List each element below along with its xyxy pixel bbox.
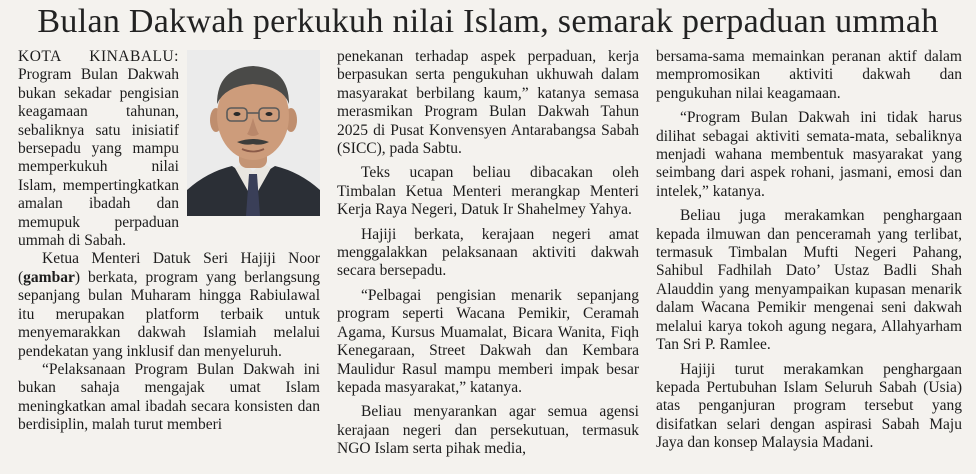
paragraph-10: “Program Bulan Dakwah ini tidak harus dilihat sebagai aktiviti semata-mata, sebaliknya menjadi wahana membentuk masyarakat yang seimbang dari aspek rohani, jasmani, emosi dan intelek,” katanya. [656,109,962,200]
paragraph-3: “Pelaksanaan Program Bulan Dakwah ini bukan sahaja mengajak umat Islam meningkatkan amal ibadah secara konsisten dan berdisiplin, malah turut memberi [18,360,320,434]
paragraph-6: Hajiji berkata, kerajaan negeri amat menggalakkan pelaksanaan aktiviti dakwah secara bersepadu. [337,225,639,280]
paragraph-5: Teks ucapan beliau dibacakan oleh Timbalan Ketua Menteri merangkap Menteri Kerja Raya Negeri, Datuk Ir Shahelmey Yahya. [337,164,639,219]
paragraph-4: penekanan terhadap aspek perpaduan, kerja berpasukan serta pengukuhan ukhuwah dalam masyarakat berbilang kaum,” katanya semasa merasmikan Program Bulan Dakwah Tahun 2025 di Pusat Konvensyen Antarabangsa Sabah (SICC), pada Sabtu. [337,48,639,158]
paragraph-11: Beliau juga merakamkan penghargaan kepada ilmuwan dan penceramah yang terlibat, termasuk Timbalan Mufti Negeri Pahang, Sahibul Fadhilah Dato’ Ustaz Badli Shah Alauddin yang menyampaikan kupasan menarik dalam Wacana Pemikir mengenai seni dakwah melalui karya tokoh agung negara, Allahyarham Tan Sri P. Ramlee. [656,207,962,354]
headline: Bulan Dakwah perkukuh nilai Islam, semarak perpaduan ummah [37,3,939,40]
portrait-photo [187,50,320,216]
paragraph-2: Ketua Menteri Datuk Seri Hajiji Noor (gambar) berkata, program yang berlangsung sepanjang bulan Muharam hingga Rabiulawal itu merupakan platform terbaik untuk menyemarakkan dakwah Islamiah melalui pendekatan yang inklusif dan menyeluruh. [18,250,320,360]
portrait-illustration [187,50,320,216]
paragraph-12: Hajiji turut merakamkan penghargaan kepada Pertubuhan Islam Seluruh Sabah (Usia) atas penganjuran program tersebut yang disifatkan selari dengan aspirasi Sabah Maju Jaya dan konsep Malaysia Madani. [656,360,962,452]
article-column-3 [656,48,962,453]
paragraph-9: bersama-sama memainkan peranan aktif dalam mempromosikan aktiviti dakwah dan pengukuhan nilai keagamaan. [656,48,962,102]
photo-reference: gambar [23,268,75,286]
dateline: KOTA KINABALU: [18,48,179,65]
article-column-1 [18,48,320,435]
article-column-2 [337,48,639,459]
paragraph-7: “Pelbagai pengisian menarik sepanjang program seperti Wacana Pemikir, Ceramah Agama, Kursus Muamalat, Bicara Wanita, Fiqh Kenegaraan, Street Dakwah dan Kembara Maulidur Rasul mampu memberi impak besar kepada masyarakat,” katanya. [337,286,639,396]
paragraph-8: Beliau menyarankan agar semua agensi kerajaan negeri dan persekutuan, termasuk NGO Islam serta pihak media, [337,403,639,458]
paragraph-1: Program Bulan Dakwah bukan sekadar pengisian keagamaan tahunan, sebaliknya satu inisiatif bersepadu yang mampu memperkukuh nilai Islam, mempertingkatkan amalan ibadah dan memupuk perpaduan ummah di Sabah. [18,66,179,250]
